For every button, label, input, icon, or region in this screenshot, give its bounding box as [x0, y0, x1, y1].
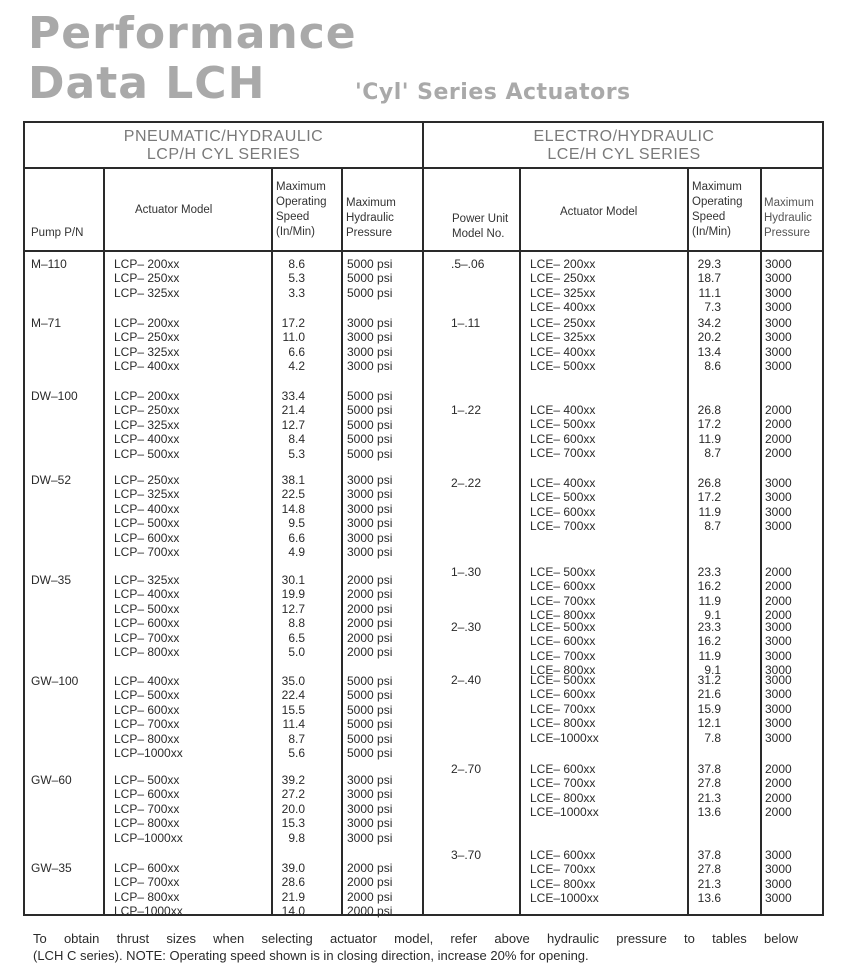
pump-pn: DW–35 — [31, 573, 72, 587]
actuator-model: LCE– 500xx — [530, 565, 596, 579]
operating-speed: 14.0 — [281, 904, 305, 919]
actuator-model: LCP– 600xx — [114, 787, 180, 802]
operating-speed: 29.3 — [697, 257, 721, 271]
operating-speed: 34.2 — [697, 316, 721, 330]
actuator-model: LCE– 250xx — [530, 271, 596, 286]
power-unit-model: 2–.22 — [451, 476, 482, 490]
hydraulic-pressure: 3000 — [765, 848, 792, 862]
actuator-model: LCP– 600xx — [114, 530, 180, 545]
actuator-model: LCE– 600xx — [530, 762, 596, 776]
operating-speed: 15.3 — [281, 816, 305, 831]
operating-speed: 22.5 — [281, 487, 305, 502]
actuator-model: LCE– 600xx — [530, 848, 596, 862]
actuator-model: LCP– 500xx — [114, 773, 180, 787]
pump-pn: GW–100 — [31, 674, 79, 688]
right-group-heading-line1: ELECTRO/HYDRAULIC — [533, 128, 715, 145]
actuator-model: LCE– 700xx — [530, 519, 596, 534]
hydraulic-pressure: 2000 psi — [347, 630, 393, 645]
actuator-model: LCP– 325xx — [114, 487, 180, 502]
operating-speed: 39.2 — [281, 773, 305, 787]
hydraulic-pressure: 2000 psi — [347, 889, 393, 904]
actuator-model: LCP– 400xx — [114, 587, 180, 602]
operating-speed: 21.3 — [697, 876, 721, 891]
title-line-2: Data LCH — [28, 58, 266, 109]
operating-speed: 20.2 — [697, 330, 721, 345]
actuator-model: LCP– 800xx — [114, 889, 180, 904]
col-header-text: (In/Min) — [276, 226, 315, 238]
col-header-pressure-right — [764, 196, 814, 241]
hydraulic-pressure: 2000 — [765, 805, 792, 820]
hydraulic-pressure: 5000 psi — [347, 285, 393, 300]
hydraulic-pressure: 3000 — [765, 876, 792, 891]
actuator-model: LCE– 800xx — [530, 876, 596, 891]
actuator-model: LCE– 700xx — [530, 593, 596, 608]
actuator-model: LCE– 700xx — [530, 862, 596, 877]
actuator-model: LCE– 200xx — [530, 257, 596, 271]
col-header-text: Speed — [276, 211, 310, 223]
actuator-model: LCP– 325xx — [114, 344, 180, 359]
actuator-model: LCP– 250xx — [114, 271, 180, 286]
operating-speed: 8.7 — [704, 519, 721, 534]
hydraulic-pressure: 2000 — [765, 579, 792, 594]
actuator-model: LCP– 400xx — [114, 501, 180, 516]
hydraulic-pressure: 3000 — [765, 504, 792, 519]
actuator-model: LCE– 600xx — [530, 504, 596, 519]
operating-speed: 9.1 — [704, 663, 721, 678]
actuator-model: LCP– 325xx — [114, 573, 180, 587]
hydraulic-pressure: 2000 psi — [347, 861, 393, 875]
operating-speed: 12.1 — [697, 716, 721, 731]
operating-speed: 7.8 — [704, 730, 721, 745]
operating-speed: 38.1 — [281, 473, 305, 487]
pump-pn: GW–60 — [31, 773, 72, 787]
actuator-model: LCE–1000xx — [530, 730, 599, 745]
operating-speed: 13.6 — [697, 805, 721, 820]
actuator-model: LCP– 800xx — [114, 731, 180, 746]
hydraulic-pressure: 3000 — [765, 716, 792, 731]
hydraulic-pressure: 2000 — [765, 593, 792, 608]
col-header-pressure — [346, 196, 396, 241]
col-header-text: Maximum — [764, 197, 814, 209]
hydraulic-pressure: 3000 psi — [347, 787, 393, 802]
operating-speed: 5.6 — [288, 746, 305, 760]
hydraulic-pressure: 5000 psi — [347, 403, 393, 418]
actuator-model: LCP– 500xx — [114, 601, 180, 616]
operating-speed: 26.8 — [697, 476, 721, 490]
operating-speed: 27.2 — [281, 787, 305, 802]
actuator-model: LCP– 500xx — [114, 446, 180, 461]
actuator-model: LCE– 500xx — [530, 673, 596, 687]
operating-speed: 27.8 — [697, 862, 721, 877]
hydraulic-pressure: 3000 psi — [347, 359, 393, 374]
operating-speed: 20.0 — [281, 801, 305, 816]
hydraulic-pressure: 2000 — [765, 417, 792, 432]
footnote-line2: (LCH C series). NOTE: Operating speed shown is in closing direction, increase 20% for opening. — [33, 948, 589, 963]
hydraulic-pressure: 5000 psi — [347, 446, 393, 461]
operating-speed: 9.8 — [288, 830, 305, 845]
hydraulic-pressure: 3000 — [765, 490, 792, 505]
actuator-model: LCP–1000xx — [114, 904, 183, 919]
hydraulic-pressure: 5000 psi — [347, 432, 393, 447]
hydraulic-pressure: 3000 psi — [347, 816, 393, 831]
actuator-model: LCE– 500xx — [530, 620, 596, 634]
hydraulic-pressure: 3000 psi — [347, 487, 393, 502]
actuator-model: LCE– 800xx — [530, 716, 596, 731]
col-header-text: Operating — [692, 196, 743, 208]
hydraulic-pressure: 2000 — [765, 762, 792, 776]
operating-speed: 33.4 — [281, 389, 305, 403]
operating-speed: 12.7 — [281, 601, 305, 616]
operating-speed: 39.0 — [281, 861, 305, 875]
hydraulic-pressure: 3000 psi — [347, 473, 393, 487]
actuator-model: LCE– 800xx — [530, 608, 596, 623]
actuator-model: LCE– 400xx — [530, 300, 596, 315]
operating-speed: 4.2 — [288, 359, 305, 374]
right-group-heading — [424, 128, 824, 164]
hydraulic-pressure: 5000 psi — [347, 674, 393, 688]
operating-speed: 7.3 — [704, 300, 721, 315]
actuator-model: LCP– 400xx — [114, 432, 180, 447]
power-unit-model: 3–.70 — [451, 848, 482, 862]
operating-speed: 17.2 — [697, 417, 721, 432]
operating-speed: 6.5 — [288, 630, 305, 645]
left-group-heading-line2: LCP/H CYL SERIES — [146, 146, 301, 163]
actuator-model: LCE– 400xx — [530, 344, 596, 359]
hydraulic-pressure: 3000 psi — [347, 516, 393, 531]
title-line-1: Performance — [28, 8, 357, 59]
hydraulic-pressure: 2000 psi — [347, 601, 393, 616]
actuator-model: LCP– 700xx — [114, 875, 180, 890]
power-unit-model: 1–.30 — [451, 565, 482, 579]
power-unit-model: 1–.22 — [451, 403, 482, 417]
operating-speed: 22.4 — [281, 688, 305, 703]
actuator-model: LCP– 500xx — [114, 688, 180, 703]
actuator-model: LCP– 200xx — [114, 257, 180, 271]
operating-speed: 17.2 — [281, 316, 305, 330]
col-header-power-unit — [452, 212, 508, 242]
actuator-model: LCP– 500xx — [114, 516, 180, 531]
operating-speed: 8.6 — [704, 359, 721, 374]
operating-speed: 9.5 — [288, 516, 305, 531]
col-header-speed-right — [692, 180, 743, 240]
operating-speed: 11.9 — [698, 504, 721, 519]
actuator-model: LCP– 400xx — [114, 359, 180, 374]
actuator-model: LCE– 800xx — [530, 663, 596, 678]
column-divider — [519, 167, 521, 914]
operating-speed: 16.2 — [697, 634, 721, 649]
hydraulic-pressure: 2000 — [765, 608, 792, 623]
operating-speed: 15.5 — [281, 702, 305, 717]
hydraulic-pressure: 3000 — [765, 648, 792, 663]
operating-speed: 23.3 — [697, 620, 721, 634]
hydraulic-pressure: 3000 — [765, 344, 792, 359]
operating-speed: 19.9 — [281, 587, 305, 602]
operating-speed: 12.7 — [281, 417, 305, 432]
hydraulic-pressure: 2000 psi — [347, 875, 393, 890]
operating-speed: 11.1 — [698, 285, 721, 300]
operating-speed: 8.8 — [288, 616, 305, 631]
actuator-model: LCE– 325xx — [530, 285, 596, 300]
hydraulic-pressure: 3000 — [765, 862, 792, 877]
operating-speed: 11.9 — [698, 593, 721, 608]
hydraulic-pressure: 2000 — [765, 776, 792, 791]
actuator-model: LCE– 600xx — [530, 431, 596, 446]
actuator-model: LCE– 600xx — [530, 687, 596, 702]
actuator-model: LCP– 325xx — [114, 285, 180, 300]
col-header-text: Operating — [276, 196, 327, 208]
hydraulic-pressure: 3000 — [765, 663, 792, 678]
operating-speed: 15.9 — [697, 701, 721, 716]
col-header-text: Speed — [692, 211, 726, 223]
hydraulic-pressure: 3000 — [765, 300, 792, 315]
actuator-model: LCP– 250xx — [114, 473, 180, 487]
pump-pn: DW–52 — [31, 473, 72, 487]
hydraulic-pressure: 3000 — [765, 673, 792, 687]
hydraulic-pressure: 3000 psi — [347, 330, 393, 345]
actuator-model: LCP– 700xx — [114, 801, 180, 816]
hydraulic-pressure: 3000 psi — [347, 830, 393, 845]
operating-speed: 26.8 — [697, 403, 721, 417]
actuator-model: LCE– 600xx — [530, 579, 596, 594]
operating-speed: 31.2 — [697, 673, 721, 687]
actuator-model: LCE–1000xx — [530, 891, 599, 906]
actuator-model: LCP– 700xx — [114, 630, 180, 645]
power-unit-model: 2–.30 — [451, 620, 482, 634]
operating-speed: 21.6 — [697, 687, 721, 702]
power-unit-model: 2–.70 — [451, 762, 482, 776]
operating-speed: 5.3 — [288, 446, 305, 461]
operating-speed: 8.6 — [288, 257, 305, 271]
power-unit-model: 1–.11 — [451, 316, 481, 330]
hydraulic-pressure: 5000 psi — [347, 257, 393, 271]
power-unit-model: 2–.40 — [451, 673, 482, 687]
col-header-text: Model No. — [452, 228, 505, 240]
operating-speed: 5.0 — [288, 645, 305, 659]
actuator-model: LCE– 700xx — [530, 701, 596, 716]
operating-speed: 11.9 — [698, 431, 721, 446]
hydraulic-pressure: 3000 — [765, 701, 792, 716]
hydraulic-pressure: 2000 psi — [347, 573, 393, 587]
pump-pn: M–110 — [31, 257, 67, 271]
hydraulic-pressure: 3000 psi — [347, 344, 393, 359]
left-group-heading — [25, 128, 422, 164]
actuator-model: LCP– 800xx — [114, 645, 180, 659]
actuator-model: LCE– 500xx — [530, 490, 596, 505]
col-header-text: Hydraulic — [764, 212, 812, 224]
col-header-text: Power Unit — [452, 213, 509, 225]
footnote — [33, 930, 833, 964]
column-divider — [103, 167, 105, 914]
left-group-heading-line1: PNEUMATIC/HYDRAULIC — [123, 128, 324, 145]
power-unit-model: .5–.06 — [451, 257, 485, 271]
hydraulic-pressure: 5000 psi — [347, 271, 393, 286]
subtitle: 'Cyl' Series Actuators — [355, 80, 631, 105]
col-header-text: Maximum — [692, 181, 742, 193]
hydraulic-pressure: 3000 psi — [347, 801, 393, 816]
actuator-model: LCE– 400xx — [530, 476, 596, 490]
operating-speed: 6.6 — [288, 344, 305, 359]
actuator-model: LCE–1000xx — [530, 805, 599, 820]
actuator-model: LCP– 250xx — [114, 403, 180, 418]
hydraulic-pressure: 3000 — [765, 519, 792, 534]
col-header-text: Hydraulic — [346, 212, 394, 224]
col-header-actuator-model: Actuator Model — [135, 204, 213, 216]
hydraulic-pressure: 2000 — [765, 790, 792, 805]
actuator-model: LCE– 700xx — [530, 648, 596, 663]
operating-speed: 18.7 — [697, 271, 721, 286]
actuator-model: LCP– 200xx — [114, 389, 180, 403]
hydraulic-pressure: 5000 psi — [347, 731, 393, 746]
hydraulic-pressure: 2000 psi — [347, 904, 393, 919]
hydraulic-pressure: 3000 psi — [347, 501, 393, 516]
operating-speed: 5.3 — [288, 271, 305, 286]
actuator-model: LCP– 600xx — [114, 702, 180, 717]
operating-speed: 16.2 — [697, 579, 721, 594]
operating-speed: 35.0 — [281, 674, 305, 688]
operating-speed: 8.7 — [288, 731, 305, 746]
col-header-text: (In/Min) — [692, 226, 731, 238]
actuator-model: LCE– 700xx — [530, 776, 596, 791]
operating-speed: 11.0 — [282, 330, 305, 345]
col-header-text: Maximum — [346, 197, 396, 209]
hydraulic-pressure: 3000 — [765, 257, 792, 271]
operating-speed: 9.1 — [704, 608, 721, 623]
col-header-text: Pressure — [764, 227, 811, 239]
hydraulic-pressure: 2000 — [765, 403, 792, 417]
group-divider — [422, 123, 424, 914]
actuator-model: LCE– 600xx — [530, 634, 596, 649]
actuator-model: LCE– 250xx — [530, 316, 596, 330]
hydraulic-pressure: 2000 psi — [347, 645, 393, 659]
column-divider — [341, 167, 343, 914]
actuator-model: LCP– 600xx — [114, 861, 180, 875]
hydraulic-pressure: 5000 psi — [347, 717, 393, 732]
column-divider — [760, 167, 762, 914]
hydraulic-pressure: 2000 psi — [347, 616, 393, 631]
operating-speed: 37.8 — [697, 848, 721, 862]
hydraulic-pressure: 3000 psi — [347, 316, 393, 330]
operating-speed: 21.9 — [281, 889, 305, 904]
hydraulic-pressure: 5000 psi — [347, 688, 393, 703]
actuator-model: LCP– 200xx — [114, 316, 180, 330]
hydraulic-pressure: 5000 psi — [347, 702, 393, 717]
col-header-text: Maximum — [276, 181, 326, 193]
col-header-text: Pressure — [346, 227, 393, 239]
operating-speed: 4.9 — [288, 545, 305, 559]
operating-speed: 8.4 — [288, 432, 305, 447]
operating-speed: 23.3 — [697, 565, 721, 579]
operating-speed: 30.1 — [281, 573, 305, 587]
hydraulic-pressure: 2000 — [765, 446, 792, 461]
operating-speed: 13.6 — [697, 891, 721, 906]
hydraulic-pressure: 3000 — [765, 476, 792, 490]
operating-speed: 14.8 — [281, 501, 305, 516]
footnote-line1: To obtain thrust sizes when selecting actuator model, refer above hydraulic pressure to tables below — [33, 931, 798, 946]
operating-speed: 28.6 — [281, 875, 305, 890]
hydraulic-pressure: 3000 — [765, 687, 792, 702]
pump-pn: DW–100 — [31, 389, 78, 403]
actuator-model: LCP–1000xx — [114, 830, 183, 845]
right-group-heading-line2: LCE/H CYL SERIES — [547, 146, 701, 163]
operating-speed: 17.2 — [697, 490, 721, 505]
operating-speed: 21.4 — [281, 403, 305, 418]
hydraulic-pressure: 3000 — [765, 271, 792, 286]
pump-pn: GW–35 — [31, 861, 72, 875]
col-header-speed — [276, 180, 327, 240]
operating-speed: 27.8 — [697, 776, 721, 791]
operating-speed: 13.4 — [697, 344, 721, 359]
operating-speed: 37.8 — [697, 762, 721, 776]
hydraulic-pressure: 3000 — [765, 316, 792, 330]
actuator-model: LCP– 700xx — [114, 717, 180, 732]
hydraulic-pressure: 3000 psi — [347, 545, 393, 559]
hydraulic-pressure: 5000 psi — [347, 746, 393, 760]
hydraulic-pressure: 2000 — [765, 431, 792, 446]
actuator-model: LCE– 700xx — [530, 446, 596, 461]
actuator-model: LCP– 800xx — [114, 816, 180, 831]
actuator-model: LCP–1000xx — [114, 746, 183, 760]
hydraulic-pressure: 3000 — [765, 634, 792, 649]
actuator-model: LCE– 800xx — [530, 790, 596, 805]
hydraulic-pressure: 3000 — [765, 359, 792, 374]
hydraulic-pressure: 3000 — [765, 285, 792, 300]
hydraulic-pressure: 3000 psi — [347, 530, 393, 545]
performance-table — [23, 121, 824, 919]
hydraulic-pressure: 3000 — [765, 620, 792, 634]
hydraulic-pressure: 5000 psi — [347, 389, 393, 403]
operating-speed: 6.6 — [288, 530, 305, 545]
hydraulic-pressure: 5000 psi — [347, 417, 393, 432]
hydraulic-pressure: 3000 psi — [347, 773, 393, 787]
pump-pn: M–71 — [31, 316, 62, 330]
hydraulic-pressure: 2000 psi — [347, 587, 393, 602]
operating-speed: 11.9 — [698, 648, 721, 663]
operating-speed: 11.4 — [282, 717, 305, 732]
col-header-actuator-model-right: Actuator Model — [560, 206, 638, 218]
actuator-model: LCP– 250xx — [114, 330, 180, 345]
hydraulic-pressure: 3000 — [765, 730, 792, 745]
operating-speed: 21.3 — [697, 790, 721, 805]
operating-speed: 8.7 — [704, 446, 721, 461]
actuator-model: LCE– 500xx — [530, 359, 596, 374]
hydraulic-pressure: 3000 — [765, 330, 792, 345]
actuator-model: LCP– 700xx — [114, 545, 180, 559]
hydraulic-pressure: 3000 — [765, 891, 792, 906]
actuator-model: LCP– 325xx — [114, 417, 180, 432]
hydraulic-pressure: 2000 — [765, 565, 792, 579]
operating-speed: 3.3 — [288, 285, 305, 300]
actuator-model: LCE– 500xx — [530, 417, 596, 432]
actuator-model: LCE– 400xx — [530, 403, 596, 417]
actuator-model: LCP– 600xx — [114, 616, 180, 631]
actuator-model: LCP– 400xx — [114, 674, 180, 688]
actuator-model: LCE– 325xx — [530, 330, 596, 345]
col-header-pump: Pump P/N — [31, 227, 84, 239]
